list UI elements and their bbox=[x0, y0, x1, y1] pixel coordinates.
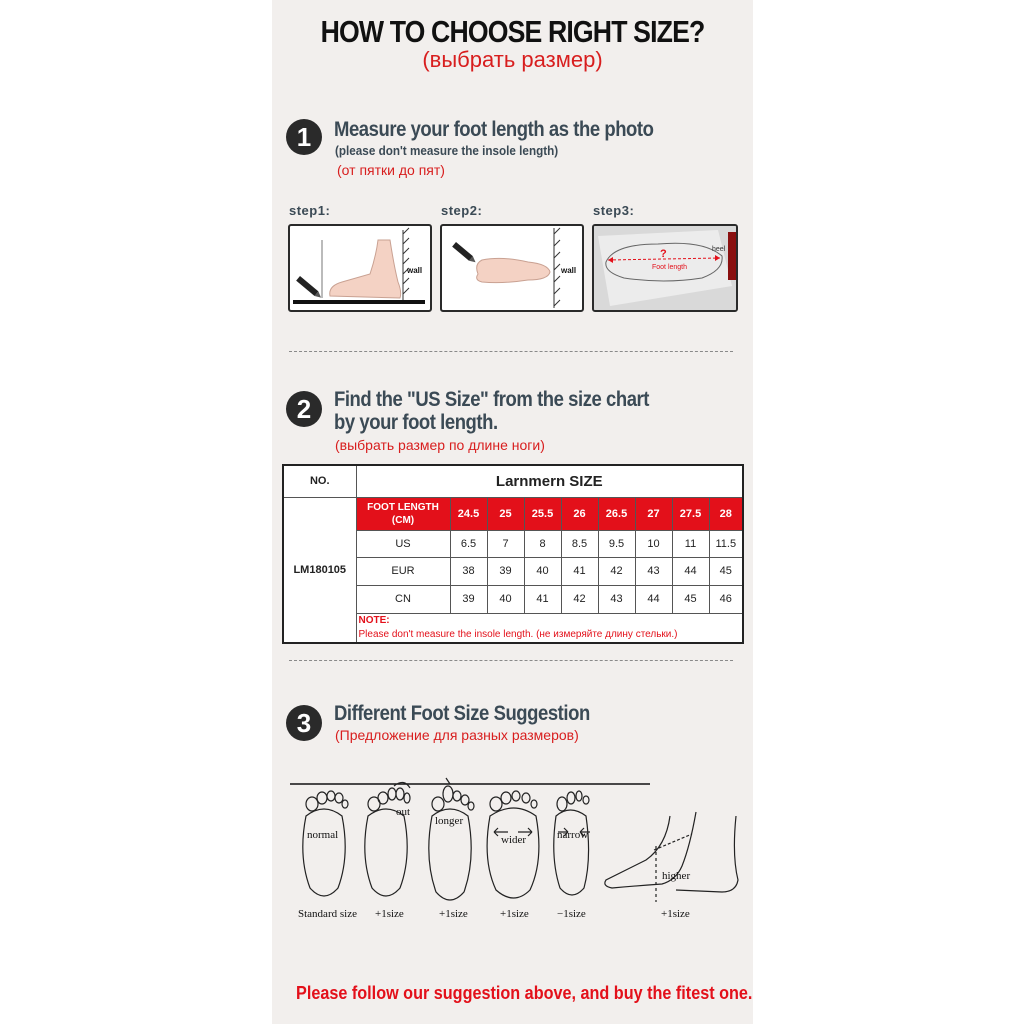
row-label: CN bbox=[356, 585, 450, 613]
table-cell: 8 bbox=[524, 530, 561, 557]
table-cell: 42 bbox=[561, 585, 598, 613]
no-header: NO. bbox=[283, 465, 356, 497]
foot-length-cell: 27 bbox=[635, 497, 672, 530]
foot-caption-higher: +1size bbox=[661, 908, 690, 920]
heel-label: heel bbox=[712, 246, 726, 253]
size-chart-table bbox=[282, 464, 744, 644]
row-label: EUR bbox=[356, 557, 450, 585]
foot-word-out: out bbox=[396, 806, 411, 818]
foot-word-higher: higher bbox=[662, 870, 691, 882]
step1-heading: Measure your foot length as the photo bbox=[334, 118, 654, 141]
step1-number-badge: 1 bbox=[286, 119, 322, 155]
foot-caption-narrow: −1size bbox=[557, 908, 586, 920]
table-cell: 42 bbox=[598, 557, 635, 585]
foot-caption-longer: +1size bbox=[439, 908, 468, 920]
measure-top-view-image bbox=[440, 224, 584, 312]
step3-heading: Different Foot Size Suggestion bbox=[334, 702, 590, 725]
foot-length-header-line2: (CM) bbox=[391, 514, 415, 526]
step1-subheading: (please don't measure the insole length) bbox=[335, 143, 559, 158]
table-cell: 45 bbox=[709, 557, 743, 585]
table-cell: 8.5 bbox=[561, 530, 598, 557]
step2-label: step2: bbox=[441, 203, 483, 218]
foot-word-narrow: narrow bbox=[557, 829, 589, 841]
foot-length-cell: 27.5 bbox=[672, 497, 709, 530]
foot-length-cell: 26 bbox=[561, 497, 598, 530]
divider-2 bbox=[289, 660, 733, 661]
foot-word-longer: longer bbox=[435, 815, 464, 827]
table-cell: 46 bbox=[709, 585, 743, 613]
table-cell: 10 bbox=[635, 530, 672, 557]
foot-shapes-illustration bbox=[286, 776, 746, 916]
step1-ru: (от пятки до пят) bbox=[337, 162, 445, 178]
step3-ru: (Предложение для разных размеров) bbox=[335, 727, 579, 743]
foot-length-label: Foot length bbox=[652, 264, 688, 271]
table-cell: 43 bbox=[598, 585, 635, 613]
step2-heading-line1: Find the "US Size" from the size chart bbox=[334, 388, 650, 411]
foot-word-normal: normal bbox=[307, 829, 339, 841]
table-cell: 7 bbox=[487, 530, 524, 557]
foot-length-header-line1: FOOT LENGTH bbox=[367, 501, 439, 513]
page-title: HOW TO CHOOSE RIGHT SIZE? bbox=[320, 14, 705, 49]
table-cell: 40 bbox=[524, 557, 561, 585]
footer-suggestion: Please follow our suggestion above, and buy the fitest one. bbox=[296, 983, 753, 1003]
table-cell: 41 bbox=[524, 585, 561, 613]
table-cell: 11.5 bbox=[709, 530, 743, 557]
row-label: US bbox=[356, 530, 450, 557]
wall-label: wall bbox=[407, 266, 423, 275]
table-cell: 9.5 bbox=[598, 530, 635, 557]
measure-side-view-image bbox=[288, 224, 432, 312]
foot-length-cell: 28 bbox=[709, 497, 743, 530]
foot-caption-out: +1size bbox=[375, 908, 404, 920]
step2-heading-line2: by your foot length. bbox=[334, 411, 498, 434]
step2-number-badge: 2 bbox=[286, 391, 322, 427]
foot-caption-wider: +1size bbox=[500, 908, 529, 920]
step2-ru: (выбрать размер по длине ноги) bbox=[335, 437, 545, 453]
foot-caption-normal: Standard size bbox=[298, 908, 357, 920]
table-cell: 6.5 bbox=[450, 530, 487, 557]
divider-1 bbox=[289, 351, 733, 352]
foot-length-cell: 25 bbox=[487, 497, 524, 530]
foot-word-wider: wider bbox=[501, 834, 527, 846]
note-text: Please don't measure the insole length. (не измеряйте длину стельки.) bbox=[358, 628, 678, 640]
table-note bbox=[356, 613, 743, 643]
page-title-ru: (выбрать размер) bbox=[422, 47, 603, 72]
foot-length-cell: 25.5 bbox=[524, 497, 561, 530]
foot-length-cell: 24.5 bbox=[450, 497, 487, 530]
table-cell: 44 bbox=[635, 585, 672, 613]
measure-paper-image bbox=[592, 224, 738, 312]
table-cell: 43 bbox=[635, 557, 672, 585]
foot-length-cell: 26.5 bbox=[598, 497, 635, 530]
table-cell: 45 bbox=[672, 585, 709, 613]
step3-label: step3: bbox=[593, 203, 635, 218]
foot-length-header bbox=[356, 497, 450, 530]
step3-number-badge: 3 bbox=[286, 705, 322, 741]
model-number: LM180105 bbox=[283, 497, 356, 643]
table-cell: 11 bbox=[672, 530, 709, 557]
table-cell: 39 bbox=[450, 585, 487, 613]
table-cell: 44 bbox=[672, 557, 709, 585]
brand-size-header: Larnmern SIZE bbox=[356, 465, 743, 497]
note-title: NOTE: bbox=[358, 614, 390, 626]
wall-label-2: wall bbox=[561, 266, 577, 275]
table-cell: 41 bbox=[561, 557, 598, 585]
table-cell: 40 bbox=[487, 585, 524, 613]
step1-label: step1: bbox=[289, 203, 331, 218]
table-cell: 38 bbox=[450, 557, 487, 585]
question-mark: ? bbox=[660, 248, 667, 260]
table-cell: 39 bbox=[487, 557, 524, 585]
